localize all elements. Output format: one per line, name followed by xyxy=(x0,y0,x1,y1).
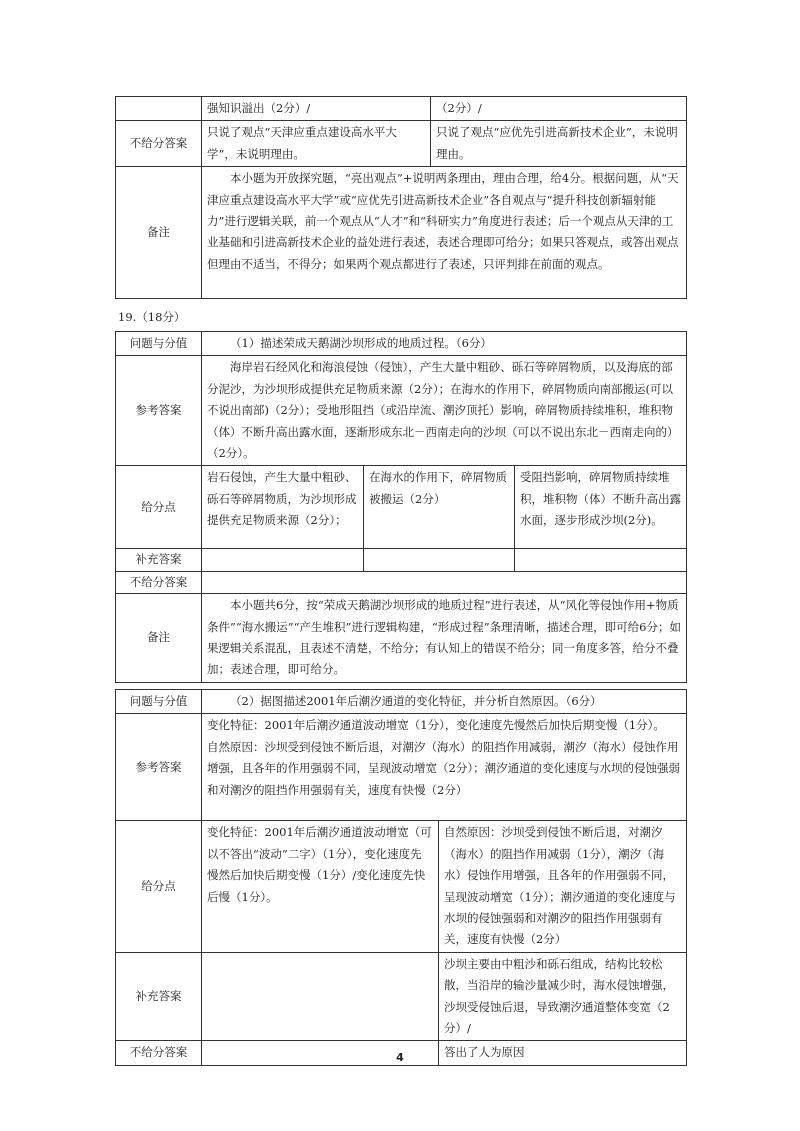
note-cell: 本小题共6分，按“荣成天鹅湖沙坝形成的地质过程”进行表述，从“风化等侵蚀作用+物质条件”“海水搬运”“产生堆积”进行逻辑构建，“形成过程”条理清晰，描述合理，即可给6分；如果逻辑关系混乱，且表述不清楚，不给分；有认知上的错误不给分；同一角度多答，给分不叠加；表述合理，即可给分。 xyxy=(202,594,687,683)
reference-line: 变化特征：2001年后潮汐通道波动增宽（1分），变化速度先慢然后加快后期变慢（1分）。 xyxy=(207,718,665,733)
table-row xyxy=(116,466,687,549)
empty-label-cell xyxy=(116,97,202,121)
scoring-point-cell: 受阻挡影响，碎屑物质持续堆积，堆积物（体）不断升高出露水面，逐步形成沙坝(2分)。 xyxy=(515,466,687,549)
row-label: 问题与分值 xyxy=(116,690,202,714)
row-label: 备注 xyxy=(116,167,202,299)
empty-cell xyxy=(202,549,364,571)
supplement-cell: 沙坝主要由中粗沙和砾石组成，结构比较松散，当沿岸的输沙量减少时，海水侵蚀增强，沙坝受侵蚀后退，导致潮汐通道整体变宽（2分）/ xyxy=(439,952,687,1041)
note-cell: 本小题为开放探究题，“亮出观点”+说明两条理由，理由合理，给4分。根据问题，从“天津应重点建设高水平大学”或“应优先引进高新技术企业”各自观点与“提升科技创新辐射能力”进行逻辑关联，前一个观点从“人才”和“科研实力”角度进行表述；后一个观点从天津的工业基础和引进高新技术企业的益处进行表述，表述合理即可给分；如果只答观点，或答出观点但理由不适当，不得分；如果两个观点都进行了表述，只评判排在前面的观点。 xyxy=(202,167,687,299)
answer-cell: 强知识溢出（2分）/ xyxy=(202,97,431,121)
row-label: 不给分答案 xyxy=(116,571,202,593)
question-heading: 19.（18分） xyxy=(118,310,186,324)
question-19-part2-table xyxy=(115,689,687,1066)
answer-cell: 只说了观点“应优先引进高新技术企业”，未说明理由。 xyxy=(431,121,687,167)
empty-cell xyxy=(202,571,687,593)
scoring-point-cell: 岩石侵蚀，产生大量中粗砂、砾石等碎屑物质，为沙坝形成提供充足物质来源（2分）； xyxy=(202,466,364,549)
question-19-part1-table xyxy=(115,331,687,683)
table-row xyxy=(116,952,687,1041)
table-row xyxy=(116,594,687,683)
question-cell: （2）据图描述2001年后潮汐通道的变化特征，并分析自然原因。（6分） xyxy=(202,690,687,714)
table-row xyxy=(116,97,687,121)
previous-question-table xyxy=(115,96,687,299)
row-label: 不给分答案 xyxy=(116,121,202,167)
table-row xyxy=(116,571,687,593)
answer-cell: 只说了观点“天津应重点建设高水平大学”，未说明理由。 xyxy=(202,121,431,167)
empty-cell xyxy=(364,549,515,571)
scoring-point-cell: 在海水的作用下，碎屑物质被搬运（2分） xyxy=(364,466,515,549)
answer-cell: （2分）/ xyxy=(431,97,687,121)
table-row xyxy=(116,332,687,356)
table-row xyxy=(116,714,687,821)
scoring-point-cell: 变化特征：2001年后潮汐通道波动增宽（可以不答出“波动”二字）（1分），变化速度先慢然后加快后期变慢（1分）/变化速度先快后慢（1分）。 xyxy=(202,821,439,952)
empty-cell xyxy=(515,549,687,571)
reference-line: 自然原因：沙坝受到侵蚀不断后退，对潮汐（海水）的阻挡作用减弱，潮汐（海水）侵蚀作用增强，且各年的作用强弱不同，呈现波动增宽（2分）；潮汐通道的变化速度与水坝的侵蚀强弱和对潮汐的阻挡作用强弱有关，速度有快慢（2分） xyxy=(207,739,681,797)
empty-cell xyxy=(202,952,439,1041)
question-cell: （1）描述荣成天鹅湖沙坝形成的地质过程。（6分） xyxy=(202,332,687,356)
table-row xyxy=(116,549,687,571)
table-row xyxy=(116,167,687,299)
row-label: 给分点 xyxy=(116,821,202,952)
row-label: 备注 xyxy=(116,594,202,683)
table-row xyxy=(116,821,687,952)
scoring-point-cell: 自然原因：沙坝受到侵蚀不断后退，对潮汐（海水）的阻挡作用减弱（1分），潮汐（海水）侵蚀作用增强，且各年的作用强弱不同，呈现波动增宽（1分）；潮汐通道的变化速度与水坝的侵蚀强弱和对潮汐的阻挡作用强弱有关，速度有快慢（2分） xyxy=(439,821,687,952)
row-label: 补充答案 xyxy=(116,549,202,571)
table-row xyxy=(116,121,687,167)
row-label: 补充答案 xyxy=(116,952,202,1041)
no-score-cell: 答出了人为原因 xyxy=(439,1041,687,1065)
reference-answer-cell: 海岸岩石经风化和海浪侵蚀（侵蚀），产生大量中粗砂、砾石等碎屑物质，以及海底的部分泥沙，为沙坝形成提供充足物质来源（2分）；在海水的作用下，碎屑物质向南部搬运(可以不说出南部)（2分）；受地形阻挡（或沿岸流、潮汐顶托）影响，碎屑物质持续堆积，堆积物（体）不断升高出露水面，逐渐形成东北－西南走向的沙坝（可以不说出东北－西南走向的）（2分）。 xyxy=(202,356,687,466)
row-label: 不给分答案 xyxy=(116,1041,202,1065)
table-row xyxy=(116,690,687,714)
reference-answer-cell xyxy=(202,714,687,821)
row-label: 参考答案 xyxy=(116,714,202,821)
table-row xyxy=(116,356,687,466)
row-label: 问题与分值 xyxy=(116,332,202,356)
row-label: 参考答案 xyxy=(116,356,202,466)
row-label: 给分点 xyxy=(116,466,202,549)
page-number: 4 xyxy=(396,1051,404,1064)
